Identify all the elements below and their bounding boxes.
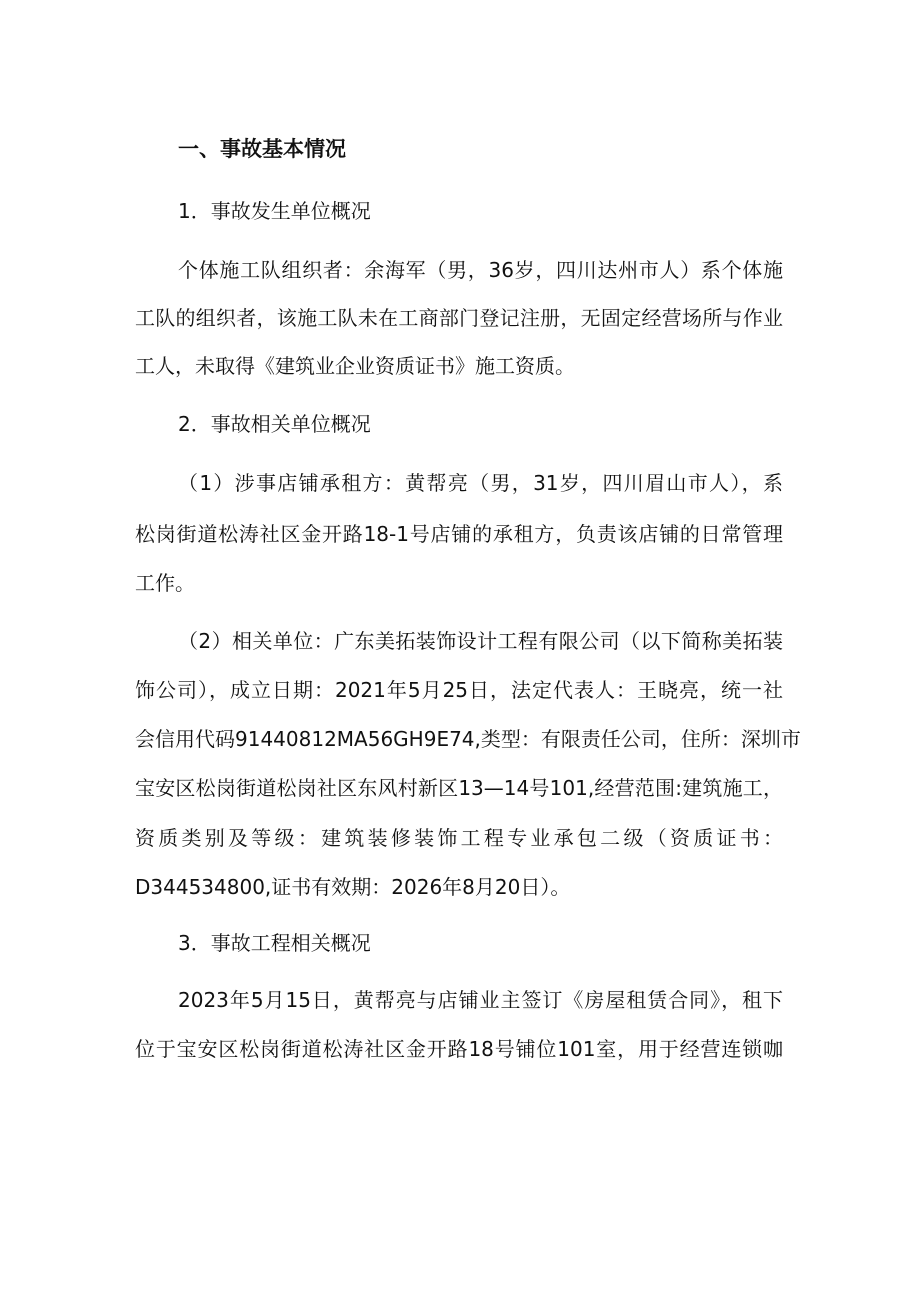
item-2-p2-line-1: （2）相关单位：广东美拓装饰设计工程有限公司（以下简称美拓装 xyxy=(178,629,783,653)
item-1-line-2: 工队的组织者，该施工队未在工商部门登记注册，无固定经营场所与作业 xyxy=(135,306,783,330)
item-3-line-2: 位于宝安区松岗街道松涛社区金开路18号铺位101室，用于经营连锁咖 xyxy=(135,1037,783,1061)
item-2-p2-line-3: 会信用代码91440812MA56GH9E74,类型：有限责任公司，住所：深圳市 xyxy=(135,727,801,751)
item-1-line-1: 个体施工队组织者：余海军（男，36岁，四川达州市人）系个体施 xyxy=(178,258,783,282)
item-2-p2-line-2: 饰公司），成立日期：2021年5月25日，法定代表人：王晓亮，统一社 xyxy=(135,678,783,702)
item-1-line-3: 工人，未取得《建筑业企业资质证书》施工资质。 xyxy=(135,354,575,378)
section-heading-basic-info: 一、事故基本情况 xyxy=(178,137,346,161)
item-2-p1-line-2: 松岗街道松涛社区金开路18-1号店铺的承租方，负责该店铺的日常管理 xyxy=(135,522,783,546)
item-2-p1-line-1: （1）涉事店铺承租方：黄帮亮（男，31岁，四川眉山市人），系 xyxy=(178,471,783,495)
item-2-title: 2．事故相关单位概况 xyxy=(178,412,371,436)
item-3-line-1: 2023年5月15日，黄帮亮与店铺业主签订《房屋租赁合同》，租下 xyxy=(178,988,783,1012)
item-2-p2-line-6: D344534800,证书有效期：2026年8月20日）。 xyxy=(135,875,571,899)
item-3-title: 3．事故工程相关概况 xyxy=(178,931,371,955)
item-2-p2-line-4: 宝安区松岗街道松岗社区东风村新区13—14号101,经营范围:建筑施工， xyxy=(135,776,783,800)
item-1-title: 1．事故发生单位概况 xyxy=(178,199,371,223)
item-2-p2-line-5: 资质类别及等级：建筑装修装饰工程专业承包二级（资质证书： xyxy=(135,826,783,850)
item-2-p1-line-3: 工作。 xyxy=(135,571,195,595)
